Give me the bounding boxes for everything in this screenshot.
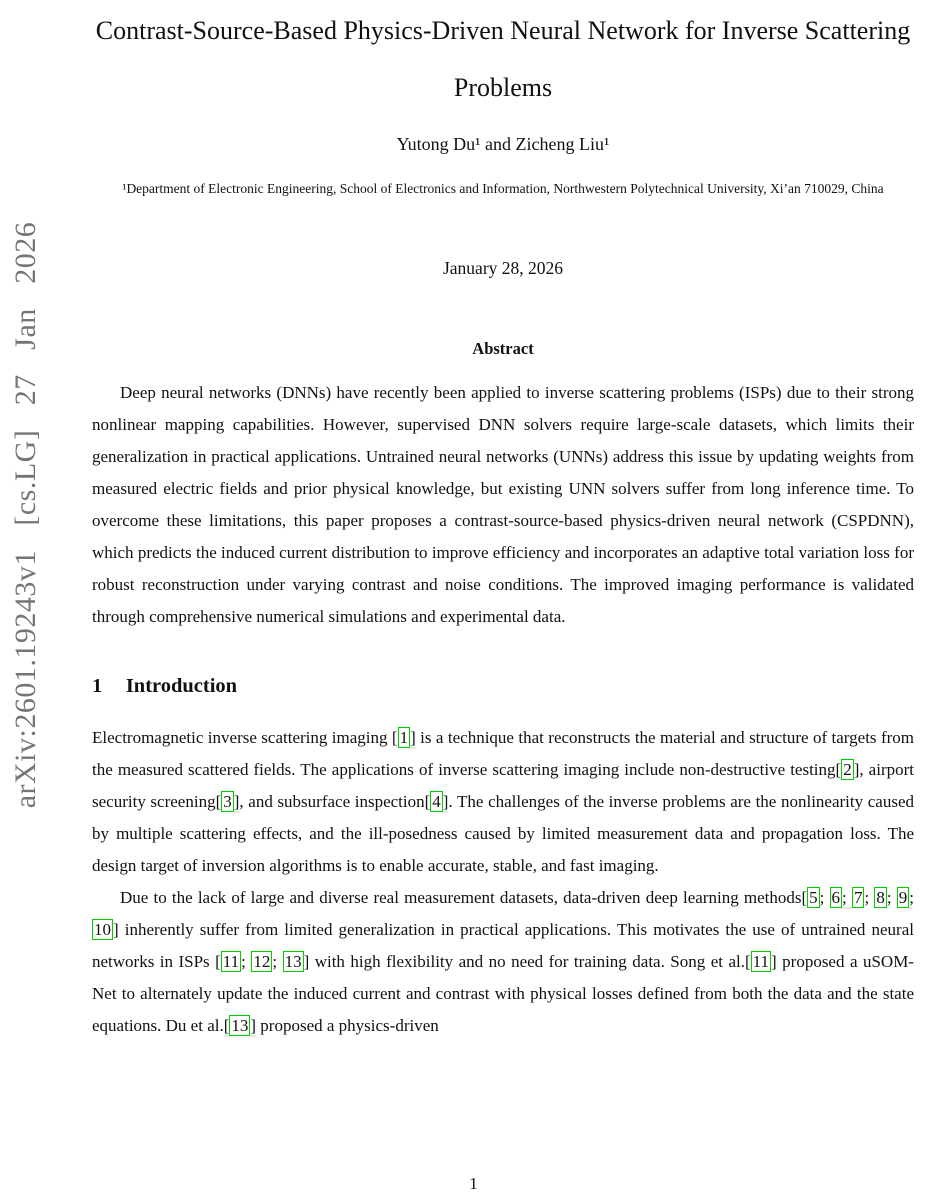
citation-link[interactable]: 5 [809,888,818,907]
paragraph-text: Due to the lack of large and diverse real measurement datasets, data-driven deep learning methods[ [120,888,808,907]
authors-line: Yutong Du¹ and Zicheng Liu¹ [396,134,610,154]
intro-paragraph-2 [92,882,914,1042]
paragraph-text: ] with high flexibility and no need for training data. Song et al.[ [303,952,751,971]
paper-title: Contrast-Source-Based Physics-Driven Neural Network for Inverse Scattering Problems [95,16,911,102]
paragraph-text: ; [909,888,914,907]
paper-content [92,0,914,1042]
paragraph-text: ; [864,888,875,907]
citation-link[interactable]: 11 [222,952,240,971]
paragraph-text: ] inherently suffer from limited generalization in practical applications. This motivates the use of untrained neural networks in ISPs [ [92,920,914,971]
citation-link[interactable]: 4 [432,792,441,811]
citation-link[interactable]: 7 [853,888,863,907]
paragraph-text: ] is a technique that reconstructs the material and structure of targets from the measured scattered fields. The applications of inverse scattering imaging include non-destructive testing[ [92,728,914,779]
abstract-heading: Abstract [472,339,534,358]
citation-link[interactable]: 1 [399,728,409,747]
citation-link[interactable]: 9 [898,888,908,907]
date-line: January 28, 2026 [442,258,564,278]
arxiv-watermark: arXiv:2601.19243v1 [cs.LG] 27 Jan 2026 [9,221,42,809]
intro-paragraph-1 [92,722,914,882]
paragraph-text: ; [241,952,252,971]
citation-link[interactable]: 10 [94,920,111,939]
citation-link[interactable]: 13 [231,1016,249,1035]
citation-link[interactable]: 2 [843,760,852,779]
citation-link[interactable]: 12 [253,952,271,971]
paragraph-text: ]. The challenges of the inverse problems are the nonlinearity caused by multiple scattering effects, and the ill-posedness caused by limited measurement data and propagation loss. The design target of inversion algorithms is to enable accurate, stable, and fast imaging. [92,792,914,875]
citation-link[interactable]: 8 [876,888,885,907]
affiliation-line: ¹Department of Electronic Engineering, School of Electronics and Information, Northwestern Polytechnical University, Xi’an 710029, China [122,181,884,196]
paragraph-text: ; [886,888,897,907]
paragraph-text: ; [272,952,283,971]
page-number: 1 [469,1174,478,1193]
paragraph-text: ] proposed a uSOM-Net to alternately update the induced current and contrast with physical losses defined from both the data and the state equations. Du et al.[ [92,952,914,1035]
citation-link[interactable]: 13 [284,952,302,971]
section-heading [92,675,914,698]
abstract-text: Deep neural networks (DNNs) have recently been applied to inverse scattering problems (ISPs) due to their strong nonlinear mapping capabilities. However, supervised DNN solvers require large-scale datasets, which limits their generalization in practical applications. Untrained neural networks (UNNs) address this issue by updating weights from measured electric fields and prior physical knowledge, but existing UNN solvers suffer from long inference time. To overcome these limitations, this paper proposes a contrast-source-based physics-driven neural network (CSPDNN), which predicts the induced current distribution to improve efficiency and incorporates an adaptive total variation loss for robust reconstruction under varying contrast and noise conditions. The improved imaging performance is validated through comprehensive numerical simulations and experimental data. [92,383,914,626]
section-number: 1 [92,675,103,697]
paragraph-text: ], and subsurface inspection[ [233,792,431,811]
paragraph-text: Electromagnetic inverse scattering imaging [ [92,728,398,747]
paragraph-text: ; [819,888,830,907]
citation-link[interactable]: 6 [831,888,841,907]
paragraph-text: ] proposed a physics-driven [250,1016,439,1035]
citation-link[interactable]: 11 [752,952,770,971]
section-title: Introduction [125,675,238,697]
paragraph-text: ], airport security screening[ [92,760,914,811]
citation-link[interactable]: 3 [223,792,232,811]
paragraph-text: ; [842,888,852,907]
